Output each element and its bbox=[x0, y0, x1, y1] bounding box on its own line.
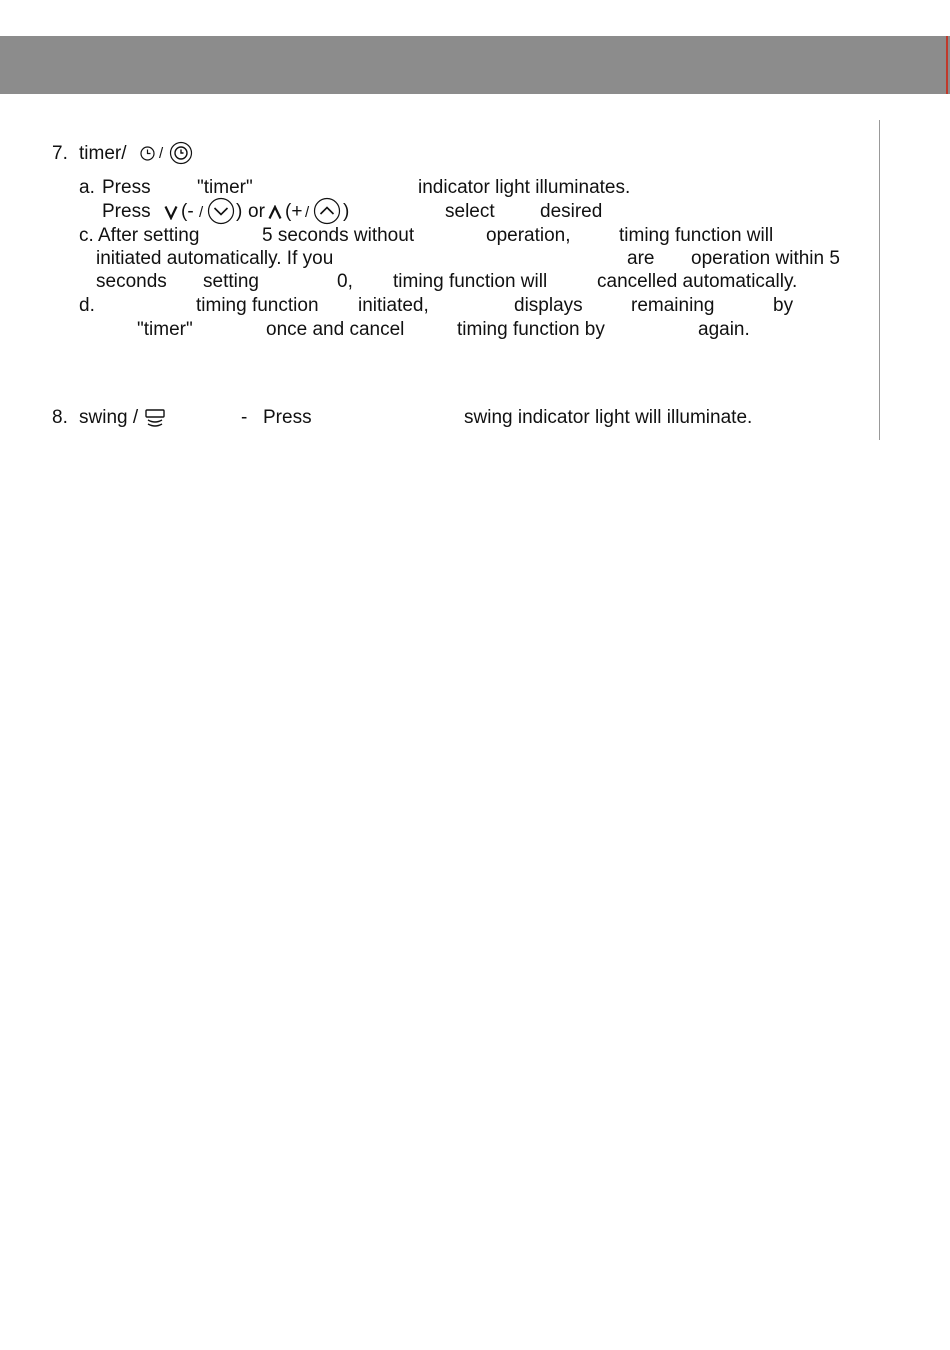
text-fragment: select bbox=[445, 201, 495, 222]
section-title-swing: swing / bbox=[79, 407, 139, 428]
text-fragment: (- bbox=[181, 201, 194, 222]
text-fragment: (+ bbox=[285, 201, 303, 222]
text-fragment: are bbox=[627, 248, 655, 269]
text-fragment: Press bbox=[102, 201, 151, 222]
text-fragment: ) bbox=[343, 201, 350, 222]
text-fragment: operation within 5 bbox=[691, 248, 840, 269]
text-fragment: 0, bbox=[337, 271, 353, 292]
text-fragment: Press bbox=[263, 407, 312, 428]
section-number: 8. bbox=[52, 407, 68, 428]
text-fragment: cancelled automatically. bbox=[597, 271, 798, 292]
text-fragment: initiated automatically. If you bbox=[96, 248, 334, 269]
text-fragment: displays bbox=[514, 295, 583, 316]
down-arrow-glyph-icon bbox=[164, 205, 178, 220]
text-fragment: by bbox=[773, 295, 794, 316]
text-fragment: once and cancel bbox=[266, 319, 405, 340]
text-fragment: "timer" bbox=[137, 319, 193, 340]
dash-separator: - bbox=[241, 407, 248, 428]
text-fragment: initiated, bbox=[358, 295, 429, 316]
text-fragment: setting bbox=[203, 271, 259, 292]
text-fragment: 5 seconds without bbox=[262, 225, 415, 246]
icon-separator: / bbox=[305, 204, 310, 221]
text-fragment: "timer" bbox=[197, 177, 253, 198]
section-title-timer: timer/ bbox=[79, 143, 127, 164]
clock-outline-icon bbox=[139, 145, 156, 162]
text-fragment: swing indicator light will illuminate. bbox=[464, 407, 753, 428]
item-letter-c: c. bbox=[79, 225, 94, 246]
text-fragment: timing function will bbox=[393, 271, 548, 292]
section-number: 7. bbox=[52, 143, 68, 164]
text-fragment: desired bbox=[540, 201, 603, 222]
item-letter-a: a. bbox=[79, 177, 95, 198]
text-fragment: seconds bbox=[96, 271, 167, 292]
icon-separator: / bbox=[199, 204, 204, 221]
chevron-up-circle-icon bbox=[313, 197, 341, 225]
item-letter-d: d. bbox=[79, 295, 95, 316]
header-edge-mark bbox=[946, 36, 948, 94]
text-fragment: Press bbox=[102, 177, 151, 198]
text-fragment: timing function will bbox=[619, 225, 774, 246]
text-fragment: operation, bbox=[486, 225, 571, 246]
text-fragment: or bbox=[248, 201, 265, 222]
icon-separator: / bbox=[159, 145, 164, 162]
chevron-down-circle-icon bbox=[207, 197, 235, 225]
text-fragment: indicator light illuminates. bbox=[418, 177, 631, 198]
text-fragment: ) bbox=[236, 201, 243, 222]
swing-icon bbox=[144, 408, 166, 428]
text-fragment: timing function bbox=[196, 295, 319, 316]
text-fragment: again. bbox=[698, 319, 750, 340]
text-fragment: remaining bbox=[631, 295, 715, 316]
header-band bbox=[0, 36, 950, 94]
text-fragment: After setting bbox=[98, 225, 200, 246]
up-arrow-glyph-icon bbox=[268, 205, 282, 220]
clock-circle-icon bbox=[169, 141, 193, 165]
margin-rule bbox=[879, 120, 880, 440]
text-fragment: timing function by bbox=[457, 319, 605, 340]
